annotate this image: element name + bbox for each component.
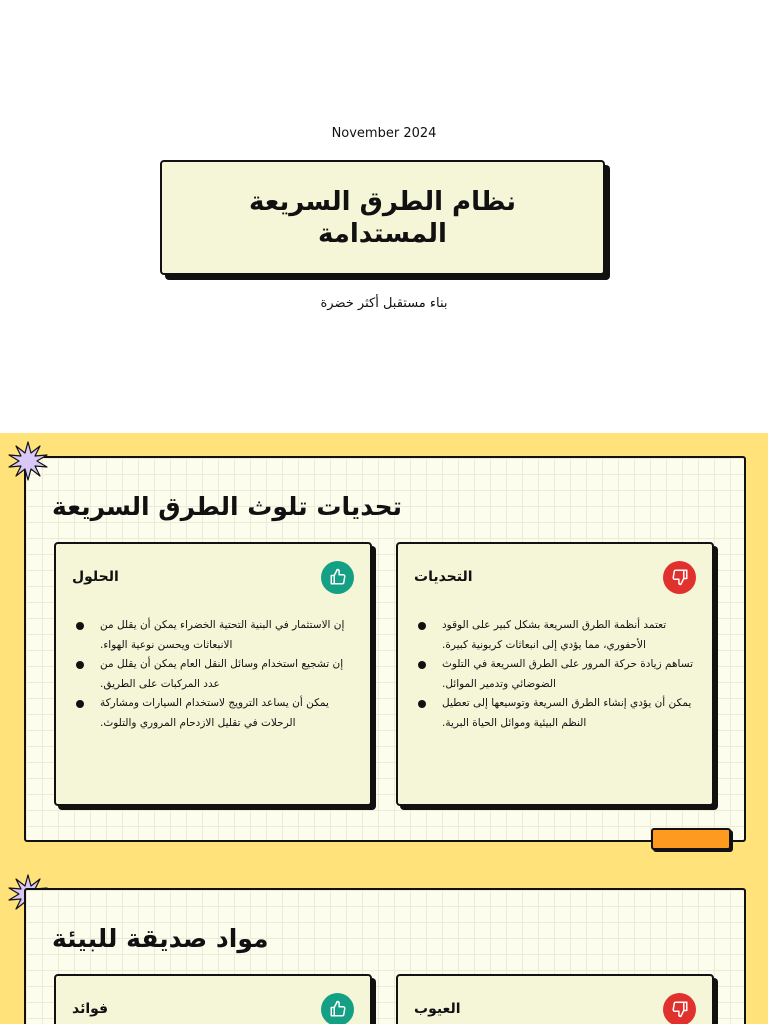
solutions-title: الحلول (72, 569, 119, 585)
list-item: تعتمد أنظمة الطرق السريعة بشكل كبير على الوقود الأحفوري، مما يؤدي إلى انبعاثات كربونية كبيرة. (414, 616, 700, 655)
challenges-list (414, 616, 700, 733)
challenges-title: التحديات (414, 569, 473, 585)
eco-materials-slide (24, 888, 746, 1024)
thumbs-up-icon (321, 993, 354, 1024)
list-item: يمكن أن يؤدي إنشاء الطرق السريعة وتوسيعها إلى تعطيل النظم البيئية وموائل الحياة البرية. (414, 694, 700, 733)
drawbacks-title: العيوب (414, 1001, 461, 1017)
list-item: تساهم زيادة حركة المرور على الطرق السريعة في التلوث الضوضائي وتدمير الموائل. (414, 655, 700, 694)
list-item: إن الاستثمار في البنية التحتية الخضراء يمكن أن يقلل من الانبعاثات ويحسن نوعية الهواء. (72, 616, 358, 655)
section-heading: تحديات تلوث الطرق السريعة (52, 492, 403, 521)
title-card (160, 160, 605, 275)
slide-subtitle: بناء مستقبل أكثر خضرة (320, 296, 448, 311)
list-item: إن تشجيع استخدام وسائل النقل العام يمكن أن يقلل من عدد المركبات على الطريق. (72, 655, 358, 694)
pollution-challenges-slide (24, 456, 746, 842)
list-item: يمكن أن يساعد الترويج لاستخدام السيارات ومشاركة الرحلات في تقليل الازدحام المروري والتلوث. (72, 694, 358, 733)
thumbs-down-icon (663, 993, 696, 1024)
solutions-card (54, 542, 372, 806)
slide-title: نظام الطرق السريعة المستدامة (249, 186, 516, 249)
drawbacks-card (396, 974, 714, 1024)
section-heading: مواد صديقة للبيئة (52, 924, 269, 953)
orange-tab (651, 828, 731, 850)
slide-date: November 2024 (331, 126, 437, 141)
content-slides (0, 433, 768, 1024)
thumbs-down-icon (663, 561, 696, 594)
solutions-list (72, 616, 358, 733)
challenges-card (396, 542, 714, 806)
starburst-icon (8, 441, 48, 481)
benefits-card (54, 974, 372, 1024)
benefits-title: فوائد (72, 1001, 109, 1017)
title-slide (0, 0, 768, 433)
thumbs-up-icon (321, 561, 354, 594)
